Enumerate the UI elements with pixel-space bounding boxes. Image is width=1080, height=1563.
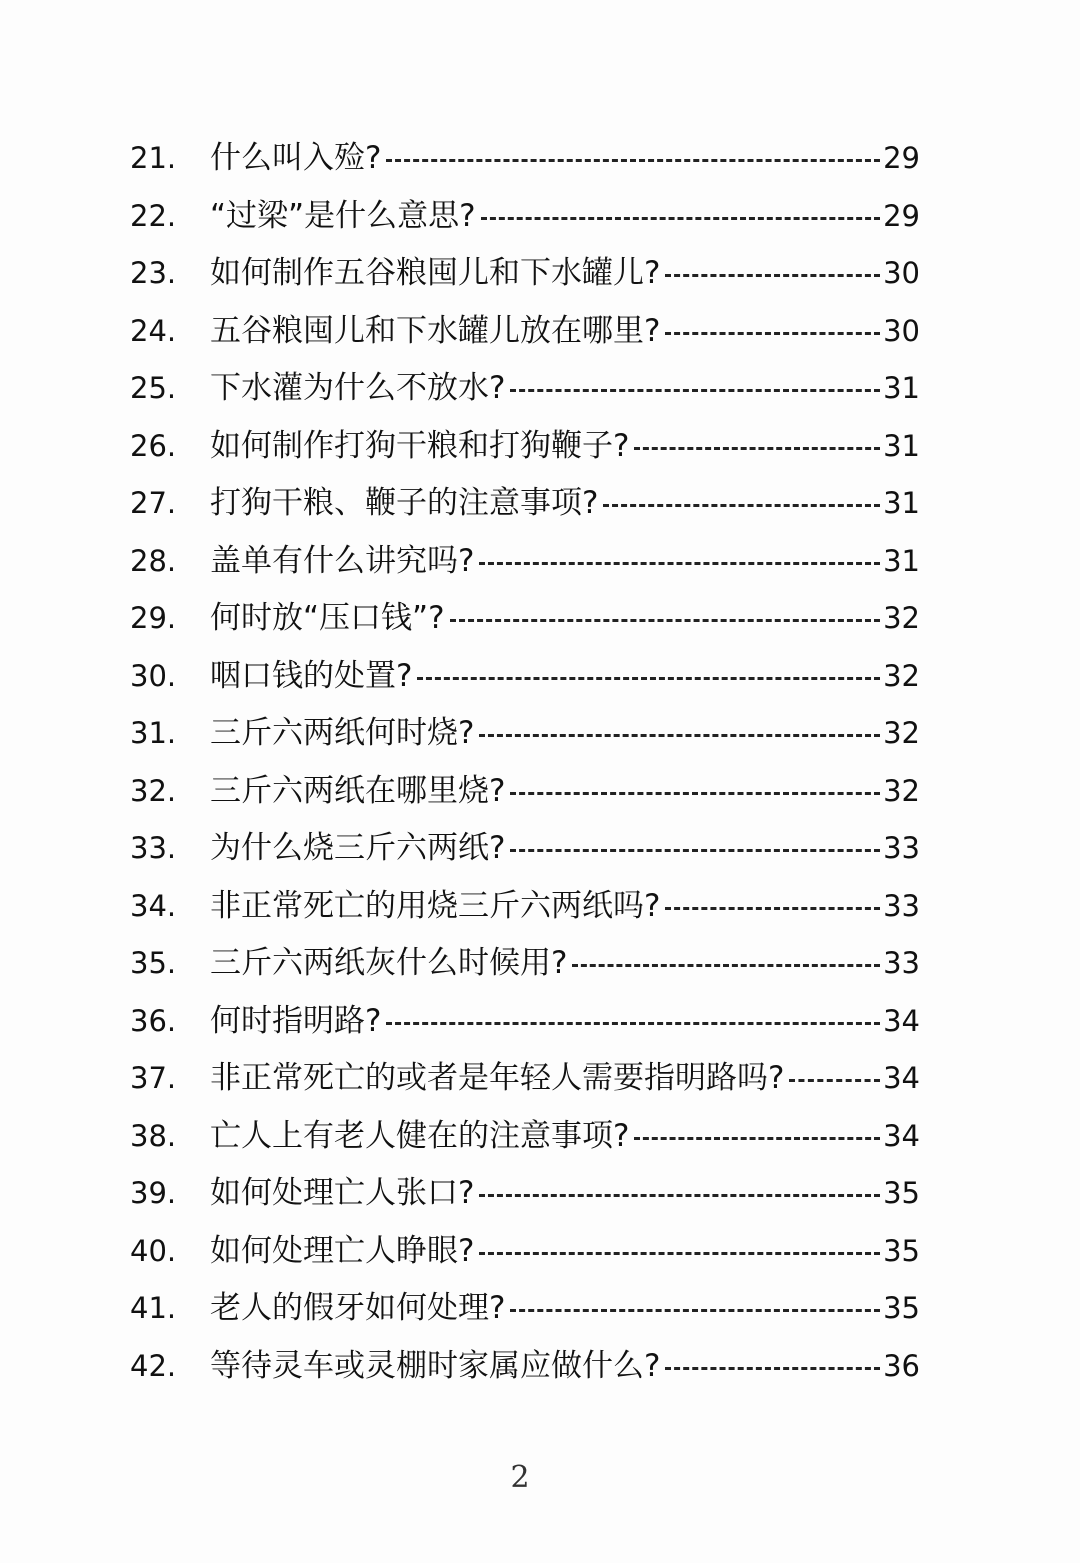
toc-entry-number: 25.	[130, 371, 177, 405]
toc-entry-number: 23.	[130, 256, 177, 290]
toc-entry	[130, 188, 920, 246]
toc-entry-page: 31	[883, 543, 920, 578]
toc-entry-page: 32	[883, 601, 920, 635]
toc-leader-dashes	[481, 217, 881, 220]
toc-entry-page: 31	[883, 428, 920, 463]
toc-entry-number: 29.	[130, 601, 177, 635]
toc-entry-page: 36	[883, 1348, 920, 1383]
toc-leader-dashes	[634, 1137, 880, 1140]
toc-entry-number: 30.	[130, 658, 177, 693]
toc-entry-number: 26.	[130, 428, 177, 463]
toc-entry-title: 非正常死亡的或者是年轻人需要指明路吗?	[210, 1060, 785, 1096]
toc-leader-dashes	[510, 1309, 880, 1312]
toc-entry-number: 27.	[130, 486, 177, 520]
toc-entry-title: 三斤六两纸在哪里烧?	[210, 772, 506, 809]
toc-entry	[130, 475, 920, 533]
toc-entry	[130, 1280, 920, 1338]
toc-entry-page: 29	[883, 198, 920, 233]
toc-entry-page: 33	[883, 946, 920, 980]
toc-entry-title: 亡人上有老人健在的注意事项?	[210, 1117, 630, 1154]
toc-leader-dashes	[665, 332, 880, 335]
toc-entry-title: 咽口钱的处置?	[210, 657, 413, 694]
toc-entry-number: 40.	[130, 1233, 177, 1268]
toc-entry-page: 32	[883, 716, 920, 750]
toc-entry-title: 三斤六两纸何时烧?	[210, 715, 475, 751]
toc-entry	[130, 1223, 920, 1281]
toc-entry-title: 下水灌为什么不放水?	[210, 370, 506, 406]
toc-entry	[130, 878, 920, 936]
toc-leader-dashes	[789, 1079, 880, 1082]
toc-leader-dashes	[510, 792, 880, 795]
toc-entry	[130, 763, 920, 821]
toc-entry	[130, 418, 920, 476]
toc-entry-number: 38.	[130, 1118, 177, 1153]
toc-entry-page: 29	[883, 141, 920, 175]
toc-entry-number: 42.	[130, 1348, 177, 1383]
toc-entry	[130, 1338, 920, 1396]
toc-entry	[130, 360, 920, 418]
toc-entry	[130, 533, 920, 591]
toc-entry-number: 36.	[130, 1003, 177, 1038]
toc-entry-page: 33	[883, 888, 920, 923]
toc-entry-page: 35	[883, 1233, 920, 1268]
toc-entry	[130, 648, 920, 706]
toc-entry	[130, 705, 920, 763]
toc-leader-dashes	[417, 677, 880, 680]
toc-entry-title: 三斤六两纸灰什么时候用?	[210, 945, 568, 981]
toc-entry-number: 35.	[130, 946, 177, 980]
toc-entry-number: 39.	[130, 1176, 177, 1210]
toc-entry-page: 34	[883, 1003, 920, 1038]
toc-leader-dashes	[479, 562, 880, 565]
toc-entry-number: 24.	[130, 313, 177, 348]
toc-leader-dashes	[479, 1194, 880, 1197]
toc-entry	[130, 245, 920, 303]
toc-entry-number: 21.	[130, 141, 177, 175]
toc-entry-title: 如何制作打狗干粮和打狗鞭子?	[210, 427, 630, 464]
toc-entry-page: 35	[883, 1291, 920, 1325]
toc-entry-page: 30	[883, 256, 920, 290]
toc-entry-title: 如何制作五谷粮囤儿和下水罐儿?	[210, 255, 661, 291]
toc-entry	[130, 1050, 920, 1108]
toc-entry	[130, 820, 920, 878]
toc-entry-title: 等待灵车或灵棚时家属应做什么?	[210, 1347, 661, 1384]
toc-entry-title: 为什么烧三斤六两纸?	[210, 830, 506, 866]
toc-entry-title: “过梁”是什么意思?	[210, 197, 476, 234]
toc-entry	[130, 1165, 920, 1223]
toc-entry-number: 33.	[130, 831, 177, 865]
toc-entry-number: 32.	[130, 773, 177, 808]
toc-leader-dashes	[510, 849, 880, 852]
toc-leader-dashes	[479, 1252, 880, 1255]
toc-entry-title: 何时放“压口钱”?	[210, 600, 445, 636]
toc-entry-title: 盖单有什么讲究吗?	[210, 542, 475, 579]
toc-entry-page: 34	[883, 1061, 920, 1095]
toc-entry-title: 非正常死亡的用烧三斤六两纸吗?	[210, 887, 661, 924]
table-of-contents	[130, 130, 920, 1395]
toc-entry-title: 五谷粮囤儿和下水罐儿放在哪里?	[210, 312, 661, 349]
toc-leader-dashes	[510, 389, 880, 392]
toc-leader-dashes	[634, 447, 880, 450]
toc-leader-dashes	[572, 964, 880, 967]
toc-entry-title: 什么叫入殓?	[210, 140, 382, 176]
toc-entry-page: 30	[883, 313, 920, 348]
toc-entry-title: 如何处理亡人张口?	[210, 1175, 475, 1211]
toc-leader-dashes	[386, 159, 880, 162]
toc-entry-page: 35	[883, 1176, 920, 1210]
toc-entry	[130, 1108, 920, 1166]
toc-entry-title: 如何处理亡人睁眼?	[210, 1232, 475, 1269]
toc-leader-dashes	[665, 1367, 880, 1370]
toc-entry-title: 何时指明路?	[210, 1002, 382, 1039]
toc-entry-number: 41.	[130, 1291, 177, 1325]
toc-entry-page: 31	[883, 371, 920, 405]
toc-leader-dashes	[479, 734, 880, 737]
toc-entry-number: 31.	[130, 716, 177, 750]
toc-entry	[130, 993, 920, 1051]
toc-leader-dashes	[450, 619, 881, 622]
toc-entry-title: 打狗干粮、鞭子的注意事项?	[210, 485, 599, 521]
toc-leader-dashes	[603, 504, 880, 507]
toc-leader-dashes	[665, 907, 880, 910]
toc-entry-page: 32	[883, 658, 920, 693]
toc-entry-title: 老人的假牙如何处理?	[210, 1290, 506, 1326]
toc-entry	[130, 303, 920, 361]
page-number: 2	[510, 1460, 530, 1495]
toc-entry-number: 28.	[130, 543, 177, 578]
toc-entry	[130, 935, 920, 993]
toc-leader-dashes	[665, 274, 880, 277]
toc-entry-number: 22.	[130, 198, 177, 233]
toc-entry-page: 34	[883, 1118, 920, 1153]
toc-entry-number: 37.	[130, 1061, 177, 1095]
toc-entry-page: 31	[883, 486, 920, 520]
toc-entry-page: 33	[883, 831, 920, 865]
toc-entry	[130, 590, 920, 648]
toc-leader-dashes	[386, 1022, 880, 1025]
toc-entry-number: 34.	[130, 888, 177, 923]
toc-entry	[130, 130, 920, 188]
toc-entry-page: 32	[883, 773, 920, 808]
